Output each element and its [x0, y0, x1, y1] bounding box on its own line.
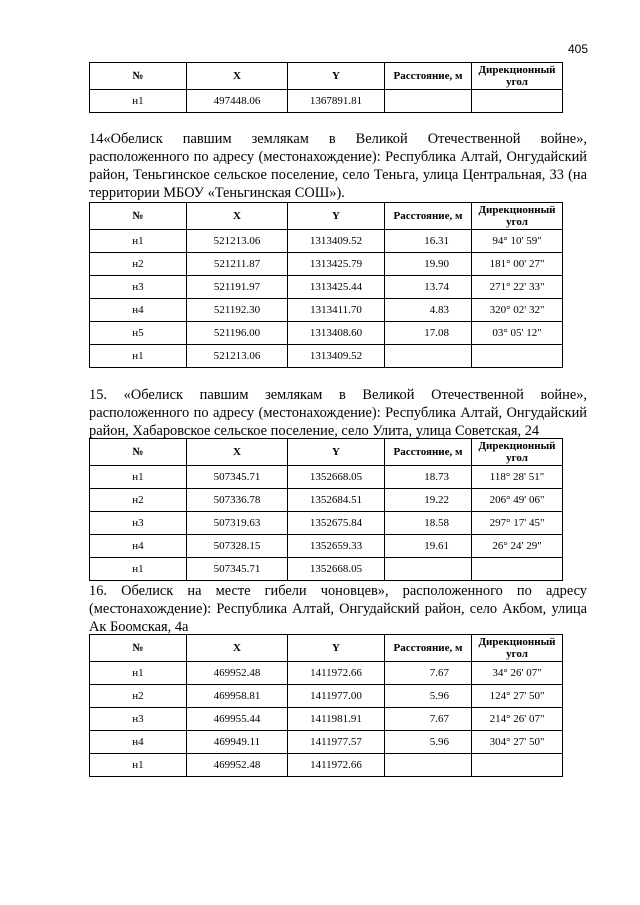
- cell-y: 1352668.05: [288, 558, 385, 581]
- header-direction: Дирекционный угол: [472, 439, 563, 466]
- table-header-row: [90, 439, 563, 466]
- header-num: №: [90, 203, 187, 230]
- cell-direction: 94° 10' 59": [472, 230, 563, 253]
- cell-y: 1313408.60: [288, 322, 385, 345]
- cell-direction: 124° 27' 50": [472, 685, 563, 708]
- table-row: [90, 685, 563, 708]
- cell-y: 1411977.57: [288, 731, 385, 754]
- cell-x: 469952.48: [187, 754, 288, 777]
- cell-distance: 16.31: [385, 230, 472, 253]
- table-header-row: [90, 203, 563, 230]
- cell-direction: 03° 05' 12": [472, 322, 563, 345]
- cell-point: н1: [90, 754, 187, 777]
- cell-x: 507328.15: [187, 535, 288, 558]
- table-row: [90, 322, 563, 345]
- cell-y: 1411972.66: [288, 662, 385, 685]
- coordinates-table-14: [89, 202, 563, 368]
- cell-point: н5: [90, 322, 187, 345]
- table-header-row: [90, 635, 563, 662]
- cell-distance: 19.90: [385, 253, 472, 276]
- cell-distance: 18.73: [385, 466, 472, 489]
- cell-direction: 206° 49' 06": [472, 489, 563, 512]
- cell-direction: 320° 02' 32": [472, 299, 563, 322]
- header-distance: Расстояние, м: [385, 63, 472, 90]
- cell-point: н3: [90, 708, 187, 731]
- cell-distance: 18.58: [385, 512, 472, 535]
- coordinates-table-16: [89, 634, 563, 777]
- coordinates-table-0: [89, 62, 563, 113]
- cell-x: 469952.48: [187, 662, 288, 685]
- header-distance: Расстояние, м: [385, 635, 472, 662]
- table-row: [90, 535, 563, 558]
- cell-point: н2: [90, 685, 187, 708]
- table-row: [90, 489, 563, 512]
- cell-point: н2: [90, 489, 187, 512]
- cell-direction: 271° 22' 33": [472, 276, 563, 299]
- table-row: [90, 512, 563, 535]
- header-direction: Дирекционный угол: [472, 203, 563, 230]
- table-row: [90, 558, 563, 581]
- cell-distance: 13.74: [385, 276, 472, 299]
- cell-point: н1: [90, 466, 187, 489]
- table-row: [90, 90, 563, 113]
- cell-x: 497448.06: [187, 90, 288, 113]
- cell-distance: 4.83: [385, 299, 472, 322]
- section-16-description: 16. Обелиск на месте гибели чоновцев», расположенного по адресу (местонахождение): Республика Алтай, Онгудайский район, село Акбом, улица Ак Боомская, 4а: [89, 583, 587, 635]
- header-x: X: [187, 203, 288, 230]
- cell-x: 507345.71: [187, 466, 288, 489]
- table-row: [90, 299, 563, 322]
- header-y: Y: [288, 635, 385, 662]
- cell-y: 1313425.44: [288, 276, 385, 299]
- cell-distance: 19.22: [385, 489, 472, 512]
- table-row: [90, 754, 563, 777]
- cell-point: н3: [90, 512, 187, 535]
- cell-x: 507319.63: [187, 512, 288, 535]
- cell-distance: 5.96: [385, 731, 472, 754]
- cell-x: 521213.06: [187, 345, 288, 368]
- page-number: 405: [567, 42, 588, 56]
- cell-y: 1352659.33: [288, 535, 385, 558]
- cell-y: 1411977.00: [288, 685, 385, 708]
- cell-distance: [385, 345, 472, 368]
- cell-x: 521192.30: [187, 299, 288, 322]
- cell-x: 521191.97: [187, 276, 288, 299]
- cell-x: 507345.71: [187, 558, 288, 581]
- header-num: №: [90, 635, 187, 662]
- cell-x: 469958.81: [187, 685, 288, 708]
- cell-distance: [385, 558, 472, 581]
- cell-point: н4: [90, 299, 187, 322]
- cell-distance: 5.96: [385, 685, 472, 708]
- cell-x: 507336.78: [187, 489, 288, 512]
- header-y: Y: [288, 63, 385, 90]
- cell-y: 1313411.70: [288, 299, 385, 322]
- cell-x: 469955.44: [187, 708, 288, 731]
- cell-y: 1313409.52: [288, 345, 385, 368]
- table-row: [90, 466, 563, 489]
- cell-distance: [385, 754, 472, 777]
- table-row: [90, 276, 563, 299]
- cell-direction: [472, 345, 563, 368]
- header-y: Y: [288, 203, 385, 230]
- table-row: [90, 708, 563, 731]
- cell-direction: 34° 26' 07": [472, 662, 563, 685]
- table-header-row: [90, 63, 563, 90]
- cell-direction: 118° 28' 51": [472, 466, 563, 489]
- cell-distance: 7.67: [385, 662, 472, 685]
- cell-x: 521213.06: [187, 230, 288, 253]
- header-direction: Дирекционный угол: [472, 635, 563, 662]
- cell-direction: 297° 17' 45": [472, 512, 563, 535]
- cell-distance: 19.61: [385, 535, 472, 558]
- cell-direction: 26° 24' 29": [472, 535, 563, 558]
- cell-y: 1313409.52: [288, 230, 385, 253]
- cell-y: 1411981.91: [288, 708, 385, 731]
- cell-distance: 7.67: [385, 708, 472, 731]
- cell-point: н1: [90, 662, 187, 685]
- cell-point: н1: [90, 230, 187, 253]
- cell-y: 1352675.84: [288, 512, 385, 535]
- cell-y: 1367891.81: [288, 90, 385, 113]
- table-row: [90, 731, 563, 754]
- cell-x: 521196.00: [187, 322, 288, 345]
- cell-point: н1: [90, 558, 187, 581]
- cell-x: 521211.87: [187, 253, 288, 276]
- table-row: [90, 345, 563, 368]
- cell-y: 1352684.51: [288, 489, 385, 512]
- cell-distance: [385, 90, 472, 113]
- cell-y: 1313425.79: [288, 253, 385, 276]
- cell-direction: 304° 27' 50": [472, 731, 563, 754]
- header-x: X: [187, 63, 288, 90]
- cell-point: н4: [90, 731, 187, 754]
- header-x: X: [187, 635, 288, 662]
- cell-direction: [472, 558, 563, 581]
- table-row: [90, 662, 563, 685]
- cell-x: 469949.11: [187, 731, 288, 754]
- coordinates-table-15: [89, 438, 563, 581]
- cell-y: 1411972.66: [288, 754, 385, 777]
- cell-direction: [472, 754, 563, 777]
- section-14-description: 14«Обелиск павшим землякам в Великой Отечественной войне», расположенного по адресу (местонахождение): Республика Алтай, Онгудайский район, Теньгинское сельское поселение, село Теньга, улица Центральная, 33 (на территории МБОУ «Теньгинская СОШ»).: [89, 131, 587, 201]
- header-distance: Расстояние, м: [385, 439, 472, 466]
- section-15-description: 15. «Обелиск павшим землякам в Великой Отечественной войне», расположенного по адресу (местонахождение): Республика Алтай, Онгудайский район, Хабаровское сельское поселение, село Улита, улица Советская, 24: [89, 387, 587, 439]
- cell-point: н2: [90, 253, 187, 276]
- cell-point: н1: [90, 345, 187, 368]
- header-direction: Дирекционный угол: [472, 63, 563, 90]
- header-num: №: [90, 63, 187, 90]
- cell-distance: 17.08: [385, 322, 472, 345]
- header-distance: Расстояние, м: [385, 203, 472, 230]
- header-x: X: [187, 439, 288, 466]
- cell-point: н4: [90, 535, 187, 558]
- cell-y: 1352668.05: [288, 466, 385, 489]
- table-row: [90, 253, 563, 276]
- table-row: [90, 230, 563, 253]
- cell-point: н1: [90, 90, 187, 113]
- cell-point: н3: [90, 276, 187, 299]
- cell-direction: 181° 00' 27": [472, 253, 563, 276]
- cell-direction: [472, 90, 563, 113]
- cell-direction: 214° 26' 07": [472, 708, 563, 731]
- header-y: Y: [288, 439, 385, 466]
- header-num: №: [90, 439, 187, 466]
